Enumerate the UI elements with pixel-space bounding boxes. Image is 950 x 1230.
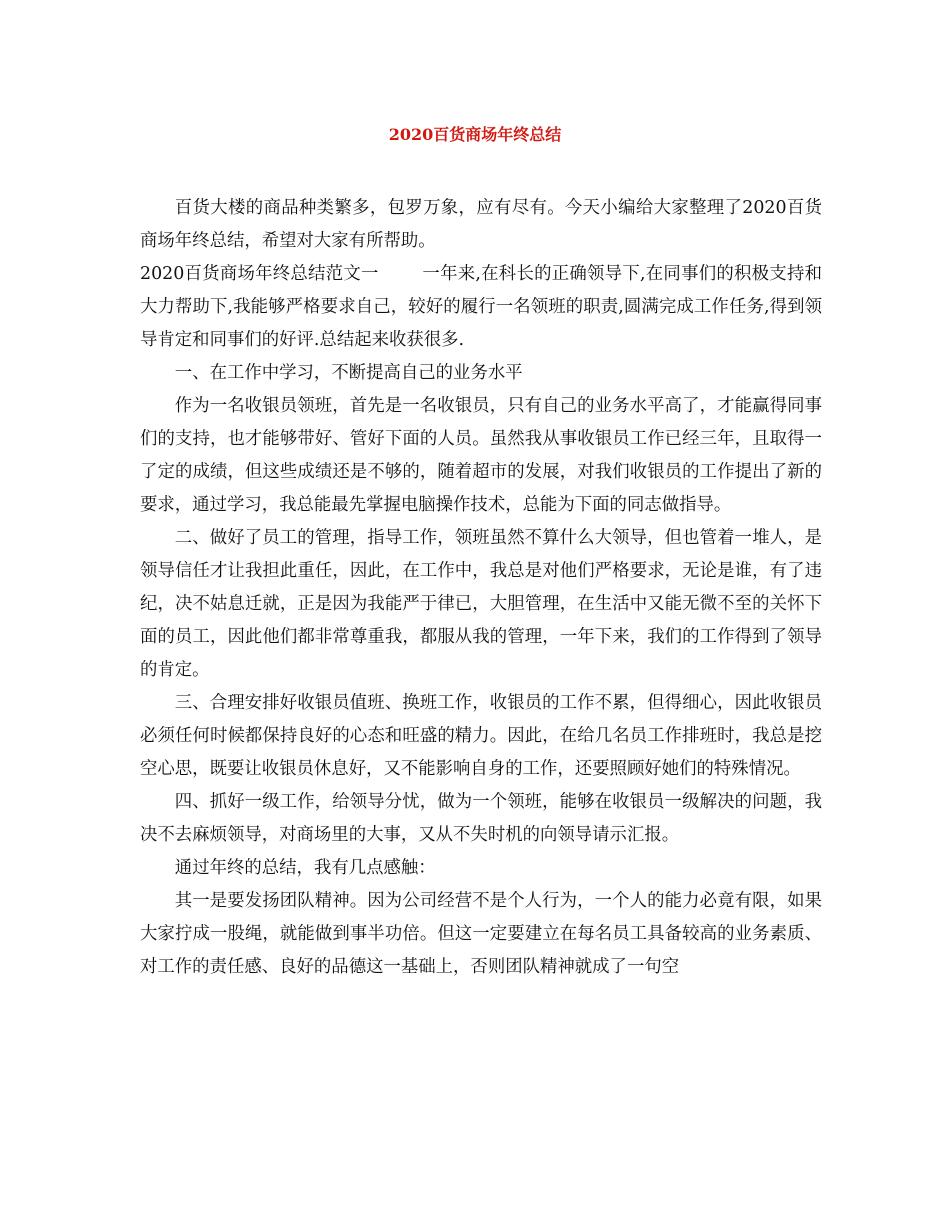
document-body — [140, 192, 822, 984]
body-paragraph-1: 一、在工作中学习，不断提高自己的业务水平 — [174, 363, 523, 383]
body-paragraph-7: 其一是要发扬团队精神。因为公司经营不是个人行为，一个人的能力必竟有限，如果大家拧成一股绳，就能做到事半功倍。但这一定要建立在每名员工具备较高的业务素质、对工作的责任感、良好的品德这一基础上，否则团队精神就成了一句空 — [140, 891, 822, 977]
section-intro: 一年来,在科长的正确领导下,在同事们的积极支持和大力帮助下,我能够严格要求自己，较好的履行一名领班的职责,圆满完成工作任务,得到领导肯定和同事们的好评.总结起来收获很多. — [140, 264, 822, 350]
body-paragraph-3: 二、做好了员工的管理，指导工作，领班虽然不算什么大领导，但也管着一堆人，是领导信任才让我担此重任，因此，在工作中，我总是对他们严格要求，无论是谁，有了违纪，决不姑息迁就，正是因为我能严于律已，大胆管理，在生活中又能无微不至的关怀下面的员工，因此他们都非常尊重我，都服从我的管理，一年下来，我们的工作得到了领导的肯定。 — [140, 528, 822, 680]
document-title: 2020百货商场年终总结 — [388, 125, 562, 144]
body-paragraph-4: 三、合理安排好收银员值班、换班工作，收银员的工作不累，但得细心，因此收银员必须任何时候都保持良好的心态和旺盛的精力。因此，在给几名员工作排班时，我总是挖空心思，既要让收银员休息好，又不能影响自身的工作，还要照顾好她们的特殊情况。 — [140, 693, 822, 779]
body-paragraph-5: 四、抓好一级工作，给领导分忧，做为一个领班，能够在收银员一级解决的问题，我决不去麻烦领导，对商场里的大事，又从不失时机的向领导请示汇报。 — [140, 792, 822, 845]
section-paragraph — [140, 258, 822, 357]
intro-paragraph: 百货大楼的商品种类繁多，包罗万象，应有尽有。今天小编给大家整理了2020百货商场年终总结，希望对大家有所帮助。 — [140, 198, 822, 251]
section-heading: 2020百货商场年终总结范文一 — [140, 264, 379, 284]
body-paragraph-6: 通过年终的总结，我有几点感触： — [174, 858, 436, 878]
body-paragraph-2: 作为一名收银员领班，首先是一名收银员，只有自己的业务水平高了，才能赢得同事们的支持，也才能够带好、管好下面的人员。虽然我从事收银员工作已经三年，且取得一了定的成绩，但这些成绩还是不够的，随着超市的发展，对我们收银员的工作提出了新的要求，通过学习，我总能最先掌握电脑操作技术，总能为下面的同志做指导。 — [140, 396, 822, 515]
